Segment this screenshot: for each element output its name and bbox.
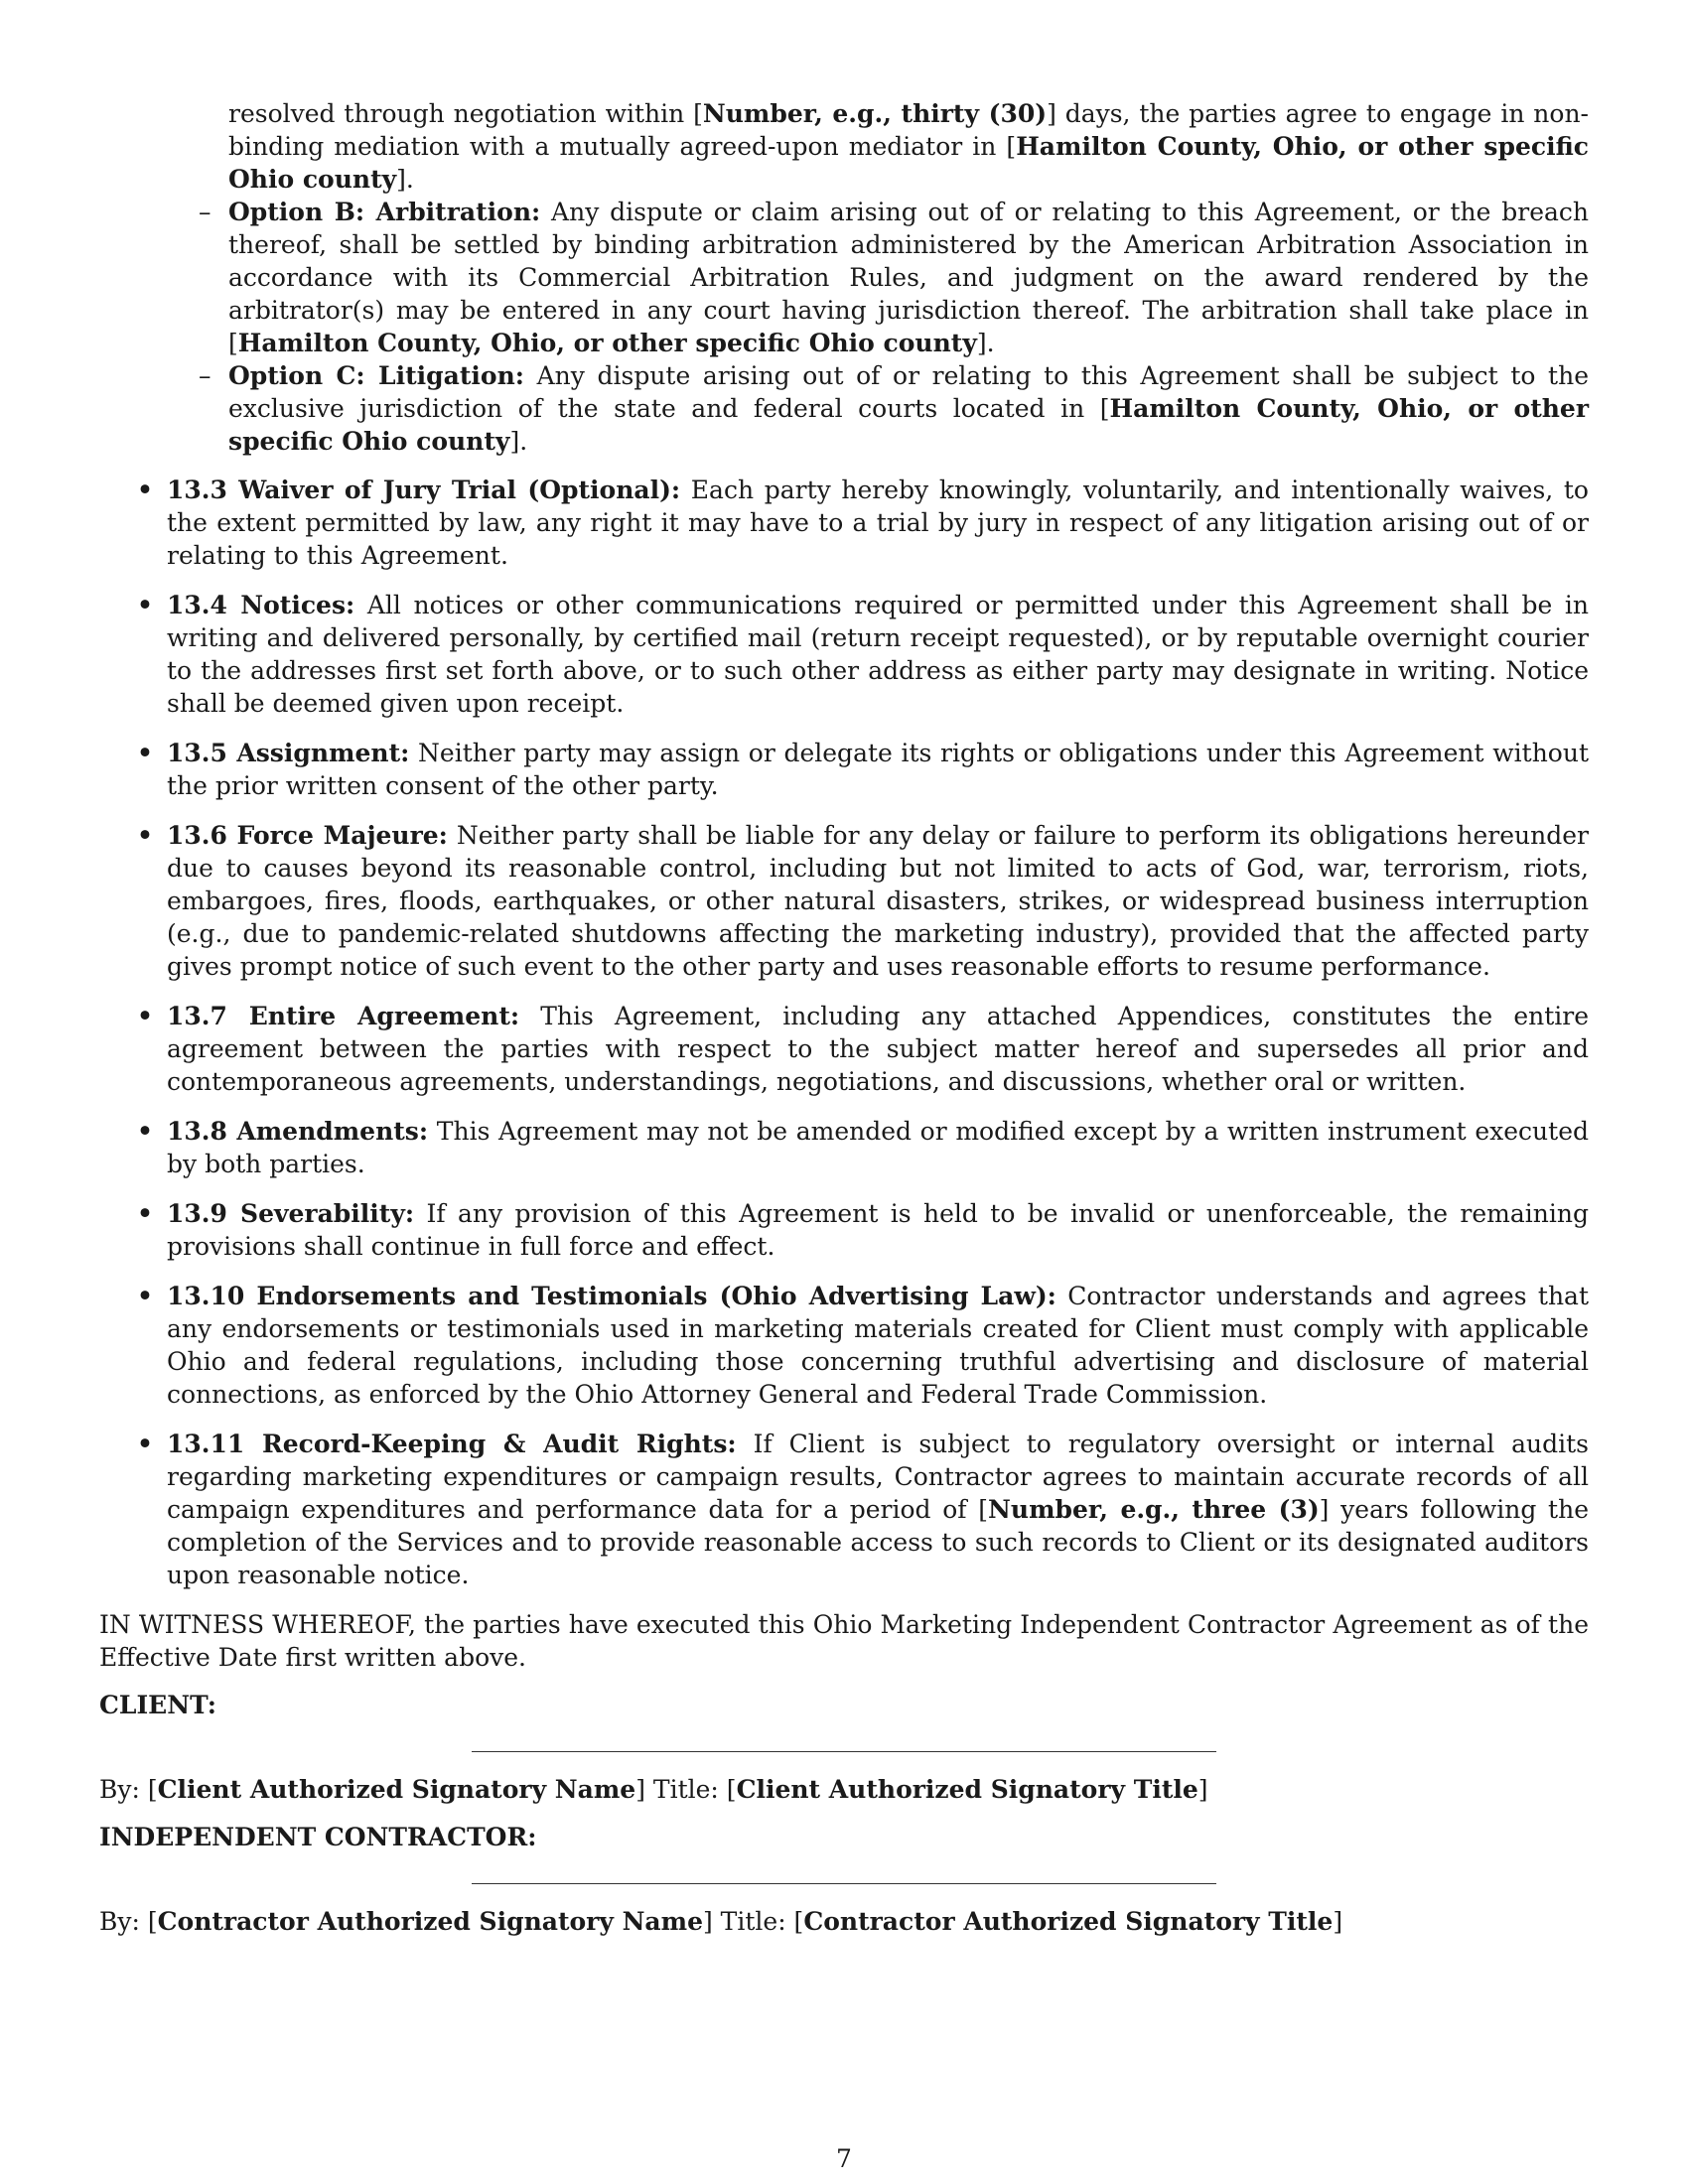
client-signatory-title: Client Authorized Signatory Title (736, 1775, 1198, 1804)
bullet-marker: • (137, 1199, 153, 1228)
section-title: 13.11 Record-Keeping & Audit Rights: (167, 1430, 737, 1458)
bullet-marker: • (137, 1282, 153, 1310)
section-text: Neither party may assign or delegate its rights or obligations under this Agreement without the prior written consent of the other party. (167, 739, 1589, 800)
section-13-4 (137, 589, 1589, 720)
text-run: ]. (976, 329, 995, 357)
dash-marker: – (199, 361, 211, 390)
option-b-arbitration (199, 196, 1590, 359)
option-title: Option C: Litigation: (228, 361, 524, 390)
section-text: Contractor understands and agrees that any endorsements or testimonials used in marketing materials created for Client must comply with applicable Ohio and federal regulations, including those concerning truthful advertising and disclosure of material connections, as enforced by the Ohio Attorney General and Federal Trade Commission. (167, 1282, 1589, 1409)
section-text: All notices or other communications required or permitted under this Agreement shall be in writing and delivered personally, by certified mail (return receipt requested), or by reputable overnight courier to the addresses first set forth above, or to such other address as either party may designate in writing. Notice shall be deemed given upon receipt. (167, 591, 1589, 718)
bullet-marker: • (137, 1117, 153, 1146)
text-run: By: [ (99, 1907, 158, 1936)
text-run: ]. (509, 427, 528, 456)
text-run: Any dispute or claim arising out of or relating to this Agreement, or the breach thereof, shall be settled by binding arbitration administered by the American Arbitration Association in accordance with its Commercial Arbitration Rules, and judgment on the award rendered by the arbitrator(s) may be entered in any court having jurisdiction thereof. The arbitration shall take place in [ (228, 198, 1590, 357)
text-run: ] Title: [ (702, 1907, 804, 1936)
client-signatory-name: Client Authorized Signatory Name (157, 1775, 636, 1804)
contractor-signature-line[interactable] (472, 1883, 1216, 1884)
mediation-continuation (228, 97, 1589, 196)
text-run: ] days, the parties agree to engage in non-binding mediation with a mutually agreed-upon mediator in [ (228, 99, 1589, 161)
contractor-signatory-title: Contractor Authorized Signatory Title (803, 1907, 1334, 1936)
placeholder-text: Hamilton County, Ohio, or other specific Ohio county (228, 132, 1589, 194)
section-title: 13.4 Notices: (167, 591, 355, 619)
placeholder-text: Hamilton County, Ohio, or other specific Ohio county (228, 394, 1589, 456)
client-signatory-line (99, 1773, 1589, 1806)
section-13-11 (137, 1428, 1590, 1591)
dispute-options-list (99, 196, 1589, 458)
witness-clause: IN WITNESS WHEREOF, the parties have executed this Ohio Marketing Independent Contractor Agreement as of the Effective Date first written above. (99, 1610, 1589, 1672)
section-title: 13.5 Assignment: (167, 739, 410, 767)
section-text: This Agreement, including any attached Appendices, constitutes the entire agreement between the parties with respect to the subject matter hereof and supersedes all prior and contemporaneous agreements, understandings, negotiations, and discussions, whether oral or written. (167, 1002, 1589, 1096)
placeholder-text: Hamilton County, Ohio, or other specific Ohio county (237, 329, 977, 357)
option-title: Option B: Arbitration: (228, 198, 541, 226)
dash-marker: – (199, 198, 211, 226)
sections-list (99, 474, 1589, 1591)
section-13-6 (137, 819, 1589, 983)
section-title: 13.3 Waiver of Jury Trial (Optional): (167, 476, 681, 504)
bullet-marker: • (137, 591, 153, 619)
section-text: Each party hereby knowingly, voluntarily, and intentionally waives, to the extent permitted by law, any right it may have to a trial by jury in respect of any litigation arising out of or relating to this Agreement. (167, 476, 1589, 570)
section-13-3 (137, 474, 1589, 572)
section-13-10 (137, 1280, 1589, 1411)
option-c-litigation (199, 359, 1589, 458)
page-number: 7 (836, 2144, 852, 2173)
section-text: Neither party shall be liable for any delay or failure to perform its obligations hereunder due to causes beyond its reasonable control, including but not limited to acts of God, war, terrorism, riots, embargoes, fires, floods, earthquakes, or other natural disasters, strikes, or widespread business interruption (e.g., due to pandemic-related shutdowns affecting the marketing industry), provided that the affected party gives prompt notice of such event to the other party and uses reasonable efforts to resume performance. (167, 821, 1589, 981)
section-title: 13.9 Severability: (167, 1199, 415, 1228)
bullet-marker: • (137, 1002, 153, 1030)
section-title: 13.6 Force Majeure: (167, 821, 448, 850)
bullet-marker: • (137, 476, 153, 504)
bullet-marker: • (137, 739, 153, 767)
section-text: This Agreement may not be amended or modified except by a written instrument executed by both parties. (167, 1117, 1590, 1178)
section-text: If Client is subject to regulatory oversight or internal audits regarding marketing expenditures or campaign results, Contractor agrees to maintain accurate records of all campaign expenditures and performance data for a period of [ (167, 1430, 1590, 1524)
section-13-5 (137, 737, 1589, 802)
contractor-label: INDEPENDENT CONTRACTOR: (99, 1823, 537, 1851)
text-run: ] (1197, 1775, 1208, 1804)
client-signature-line[interactable] (472, 1751, 1216, 1752)
placeholder-text: Number, e.g., three (3) (988, 1495, 1320, 1524)
contractor-signatory-line (99, 1905, 1589, 1938)
section-text: If any provision of this Agreement is held to be invalid or unenforceable, the remaining provisions shall continue in full force and effect. (167, 1199, 1589, 1261)
text-run: ] Title: [ (635, 1775, 737, 1804)
placeholder-text: Number, e.g., thirty (30) (702, 99, 1048, 128)
section-title: 13.10 Endorsements and Testimonials (Ohio Advertising Law): (167, 1282, 1056, 1310)
text-run: ]. (396, 165, 414, 194)
text-run: resolved through negotiation within [ (228, 99, 703, 128)
contractor-signatory-name: Contractor Authorized Signatory Name (157, 1907, 703, 1936)
bullet-marker: • (137, 821, 153, 850)
text-run: ] (1333, 1907, 1343, 1936)
text-run: By: [ (99, 1775, 158, 1804)
section-title: 13.7 Entire Agreement: (167, 1002, 520, 1030)
section-13-9 (137, 1197, 1589, 1263)
client-label: CLIENT: (99, 1691, 217, 1719)
bullet-marker: • (137, 1430, 153, 1458)
text-run: Any dispute arising out of or relating to this Agreement shall be subject to the exclusive jurisdiction of the state and federal courts located in [ (228, 361, 1589, 423)
section-text: ] years following the completion of the Services and to provide reasonable access to such records to Client or its designated auditors upon reasonable notice. (167, 1495, 1589, 1589)
document-page (99, 97, 1589, 1938)
section-13-8 (137, 1115, 1590, 1180)
section-13-7 (137, 1000, 1589, 1098)
section-title: 13.8 Amendments: (167, 1117, 429, 1146)
